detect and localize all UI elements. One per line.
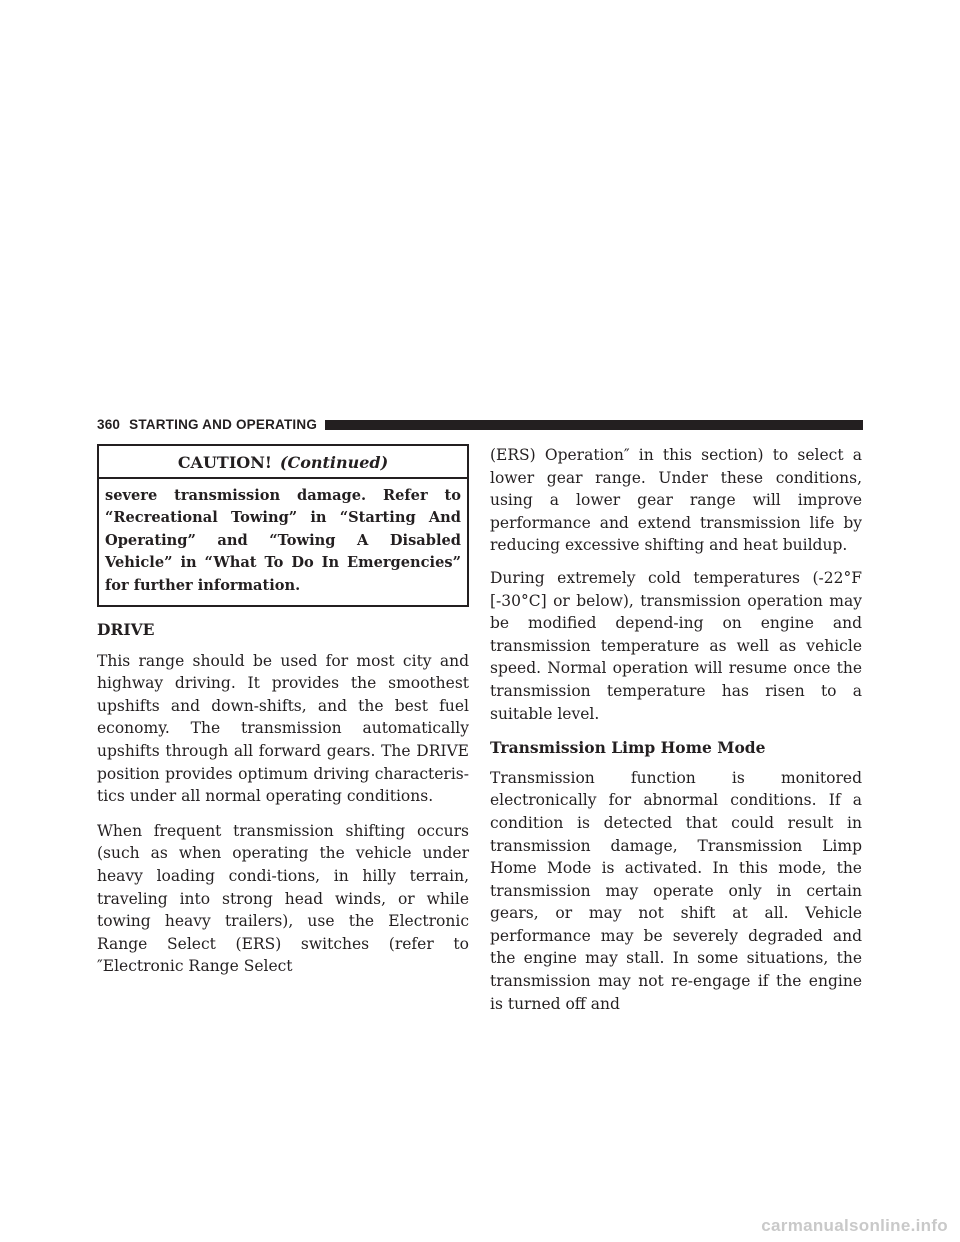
caution-title: CAUTION! xyxy=(177,453,272,472)
left-column xyxy=(97,444,469,990)
page-header xyxy=(97,416,863,434)
ers-continuation-paragraph: (ERS) Operation″ in this section) to select a lower gear range. Under these conditions, using a lower gear range will improve performance and extend transmission life by reducing excessive shifting and heat buildup. xyxy=(490,446,862,555)
header-rule xyxy=(325,420,863,430)
caution-continued: (Continued) xyxy=(279,453,389,472)
page-number: 360 xyxy=(97,417,121,432)
caution-box xyxy=(97,444,469,607)
limp-home-paragraph: Transmission function is monitored electronically for abnormal conditions. If a condition is detected that could result in transmission damage, Transmission Limp Home Mode is activated. In this mode, the transmission may operate only in certain gears, or may not shift at all. Vehicle performance may be severely degraded and the engine may stall. In some situations, the transmission may not re-engage if the engine is turned off and xyxy=(490,768,862,1013)
watermark: carmanualsonline.info xyxy=(761,1216,948,1235)
right-column xyxy=(490,444,862,1027)
caution-body: severe transmission damage. Refer to “Recreational Towing” in “Starting And Operating” and “Towing A Disabled Vehicle” in “What To Do In Emergencies” for further information. xyxy=(105,487,461,594)
drive-heading: DRIVE xyxy=(97,620,155,640)
drive-paragraph-2: When frequent transmission shifting occurs (such as when operating the vehicle under heavy loading condi-tions, in hilly terrain, traveling into strong head winds, or while towing heavy trailers), use the Electronic Range Select (ERS) switches (refer to ″Electronic Range Select xyxy=(97,821,469,976)
cold-temperature-paragraph: During extremely cold temperatures (-22°F [-30°C] or below), transmission operation may be modified depend-ing on engine and transmission temperature as well as vehicle speed. Normal operation will resume once the transmission temperature has risen to a suitable level. xyxy=(490,568,862,723)
caution-header xyxy=(99,446,467,479)
section-title: STARTING AND OPERATING xyxy=(129,417,318,432)
drive-paragraph-1: This range should be used for most city and highway driving. It provides the smoothest upshifts and down-shifts, and the best fuel economy. The transmission automatically upshifts through all forward gears. The DRIVE position provides optimum driving characteris-tics under all normal operating conditions. xyxy=(97,651,469,806)
limp-home-heading: Transmission Limp Home Mode xyxy=(490,738,766,758)
